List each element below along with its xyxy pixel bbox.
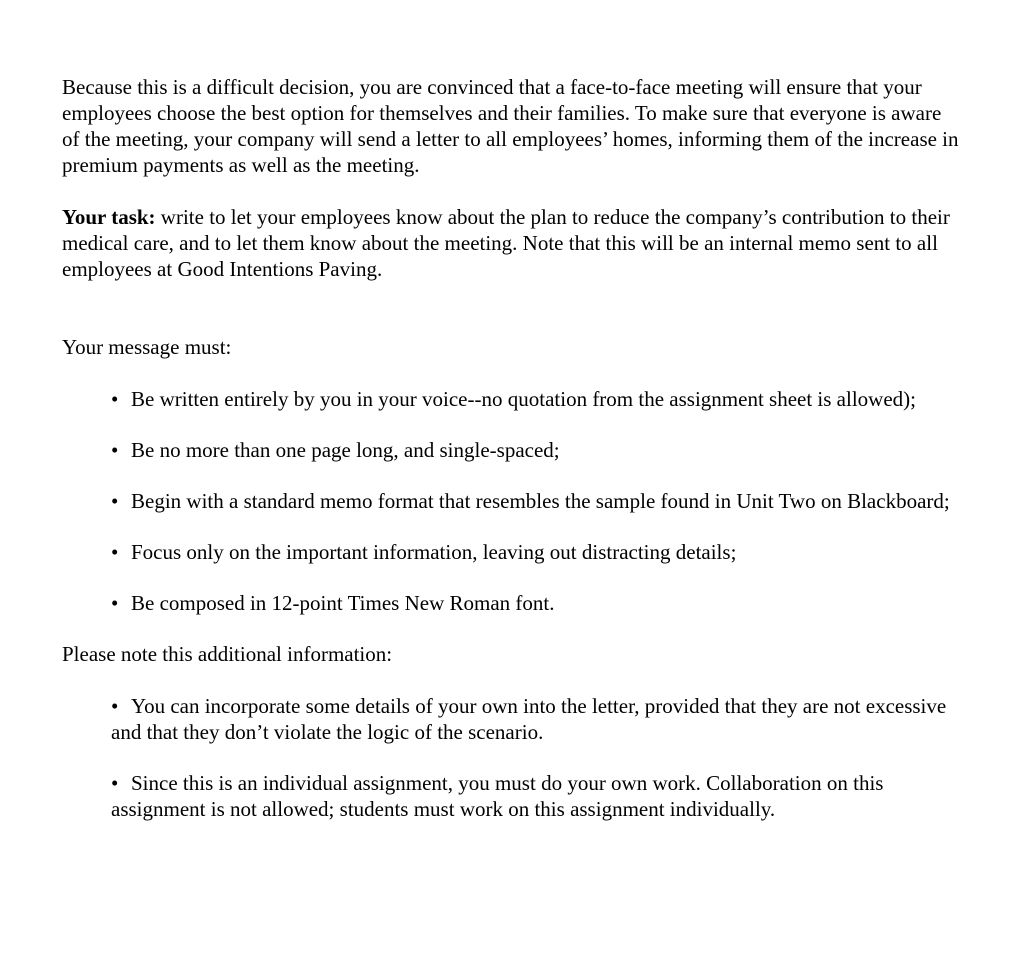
list-item — [111, 590, 962, 616]
list-item — [111, 386, 962, 412]
list-item — [111, 437, 962, 463]
requirements-lead: Your message must: — [62, 335, 232, 359]
list-item-text: Focus only on the important information, leaving out distracting details; — [131, 540, 737, 564]
bullet-icon: • — [111, 771, 119, 795]
additional-info-list — [62, 693, 962, 822]
task-label: Your task: — [62, 205, 156, 229]
requirements-list — [62, 386, 962, 616]
document-page — [62, 74, 962, 822]
bullet-icon: • — [111, 540, 119, 564]
bullet-icon: • — [111, 489, 119, 513]
bullet-icon: • — [111, 591, 119, 615]
list-item-text: Begin with a standard memo format that resembles the sample found in Unit Two on Blackboard; — [131, 489, 950, 513]
list-item-text: Since this is an individual assignment, you must do your own work. Collaboration on this assignment is not allowed; students must work on this assignment individually. — [111, 771, 884, 821]
bullet-icon: • — [111, 387, 119, 411]
list-item-text: Be written entirely by you in your voice--no quotation from the assignment sheet is allowed); — [131, 387, 916, 411]
additional-info-lead: Please note this additional information: — [62, 642, 393, 666]
list-item — [111, 693, 962, 745]
task-paragraph — [62, 204, 962, 282]
list-item — [111, 488, 962, 514]
list-item — [111, 770, 962, 822]
list-item-text: Be no more than one page long, and single-spaced; — [131, 438, 560, 462]
list-item-text: Be composed in 12-point Times New Roman font. — [131, 591, 555, 615]
task-text: write to let your employees know about the plan to reduce the company’s contribution to their medical care, and to let them know about the meeting. Note that this will be an internal memo sent to all employees at Good Intentions Paving. — [62, 205, 950, 281]
bullet-icon: • — [111, 694, 119, 718]
bullet-icon: • — [111, 438, 119, 462]
list-item-text: You can incorporate some details of your own into the letter, provided that they are not excessive and that they don’t violate the logic of the scenario. — [111, 694, 947, 744]
list-item — [111, 539, 962, 565]
intro-paragraph: Because this is a difficult decision, you are convinced that a face-to-face meeting will ensure that your employees choose the best option for themselves and their families. To make sure that everyone is aware of the meeting, your company will send a letter to all employees’ homes, informing them of the increase in premium payments as well as the meeting. — [62, 75, 959, 177]
